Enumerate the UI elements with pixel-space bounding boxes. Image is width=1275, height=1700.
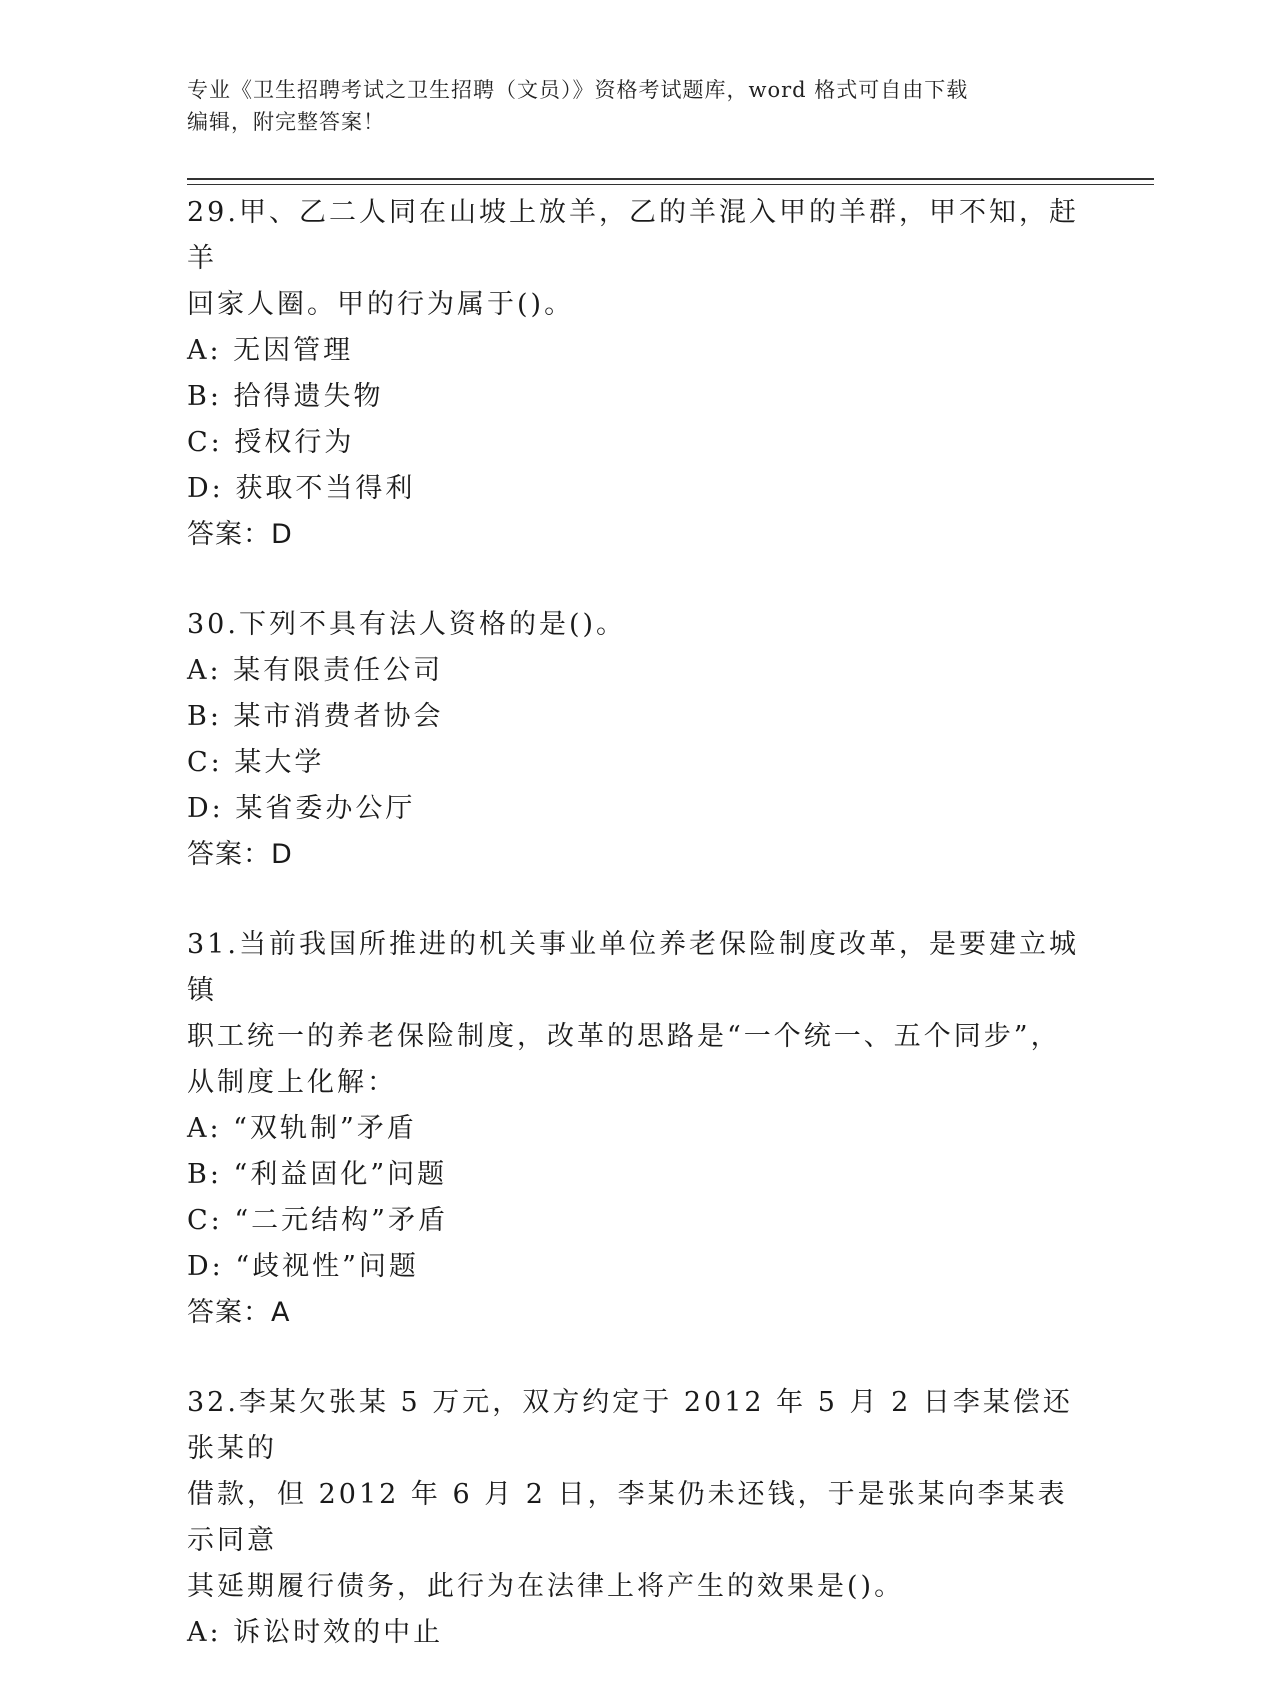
question-text-line: 其延期履行债务，此行为在法律上将产生的效果是()。 [187,1571,905,1602]
question-list [187,190,1087,1700]
question-29 [187,190,1087,558]
option-d: D: “歧视性”问题 [187,1251,419,1282]
option-c: C: “二元结构”矛盾 [187,1205,448,1236]
option-d: D: 某省委办公厅 [187,793,416,824]
answer-label: 答案：D [187,839,293,870]
header-divider-thin [187,184,1154,185]
question-30 [187,602,1087,878]
question-text-line: 职工统一的养老保险制度，改革的思路是“一个统一、五个同步”， [187,1021,1061,1052]
option-a: A: “双轨制”矛盾 [187,1113,417,1144]
option-a: A: 某有限责任公司 [187,655,444,686]
question-text-line: 30.下列不具有法人资格的是()。 [187,609,627,640]
question-31 [187,922,1087,1336]
question-text-line: 回家人圈。甲的行为属于()。 [187,289,575,320]
header-line-2: 编辑，附完整答案！ [187,110,385,134]
answer-label: 答案：A [187,1297,291,1328]
option-b: B: “利益固化”问题 [187,1159,448,1190]
option-c: C: 某大学 [187,747,325,778]
header-divider-thick [187,178,1154,180]
option-a: A: 诉讼时效的中止 [187,1617,444,1648]
question-text-line: 29.甲、乙二人同在山坡上放羊，乙的羊混入甲的羊群，甲不知，赶羊 [187,197,1079,274]
question-text-line: 借款，但 2012 年 6 月 2 日，李某仍未还钱，于是张某向李某表示同意 [187,1479,1068,1556]
option-b: B: 某市消费者协会 [187,701,444,732]
answer-label: 答案：D [187,519,293,550]
option-a: A: 无因管理 [187,335,354,366]
question-text-line: 从制度上化解： [187,1067,397,1098]
header-line-1: 专业《卫生招聘考试之卫生招聘（文员）》资格考试题库，word 格式可自由下载 [187,78,969,102]
option-d: D: 获取不当得利 [187,473,416,504]
document-header [187,74,1087,138]
question-text-line: 32.李某欠张某 5 万元，双方约定于 2012 年 5 月 2 日李某偿还张某的 [187,1387,1073,1464]
question-text-line: 31.当前我国所推进的机关事业单位养老保险制度改革，是要建立城镇 [187,929,1079,1006]
option-c: C: 授权行为 [187,427,355,458]
option-b: B: 拾得遗失物 [187,381,384,412]
question-32 [187,1380,1087,1656]
